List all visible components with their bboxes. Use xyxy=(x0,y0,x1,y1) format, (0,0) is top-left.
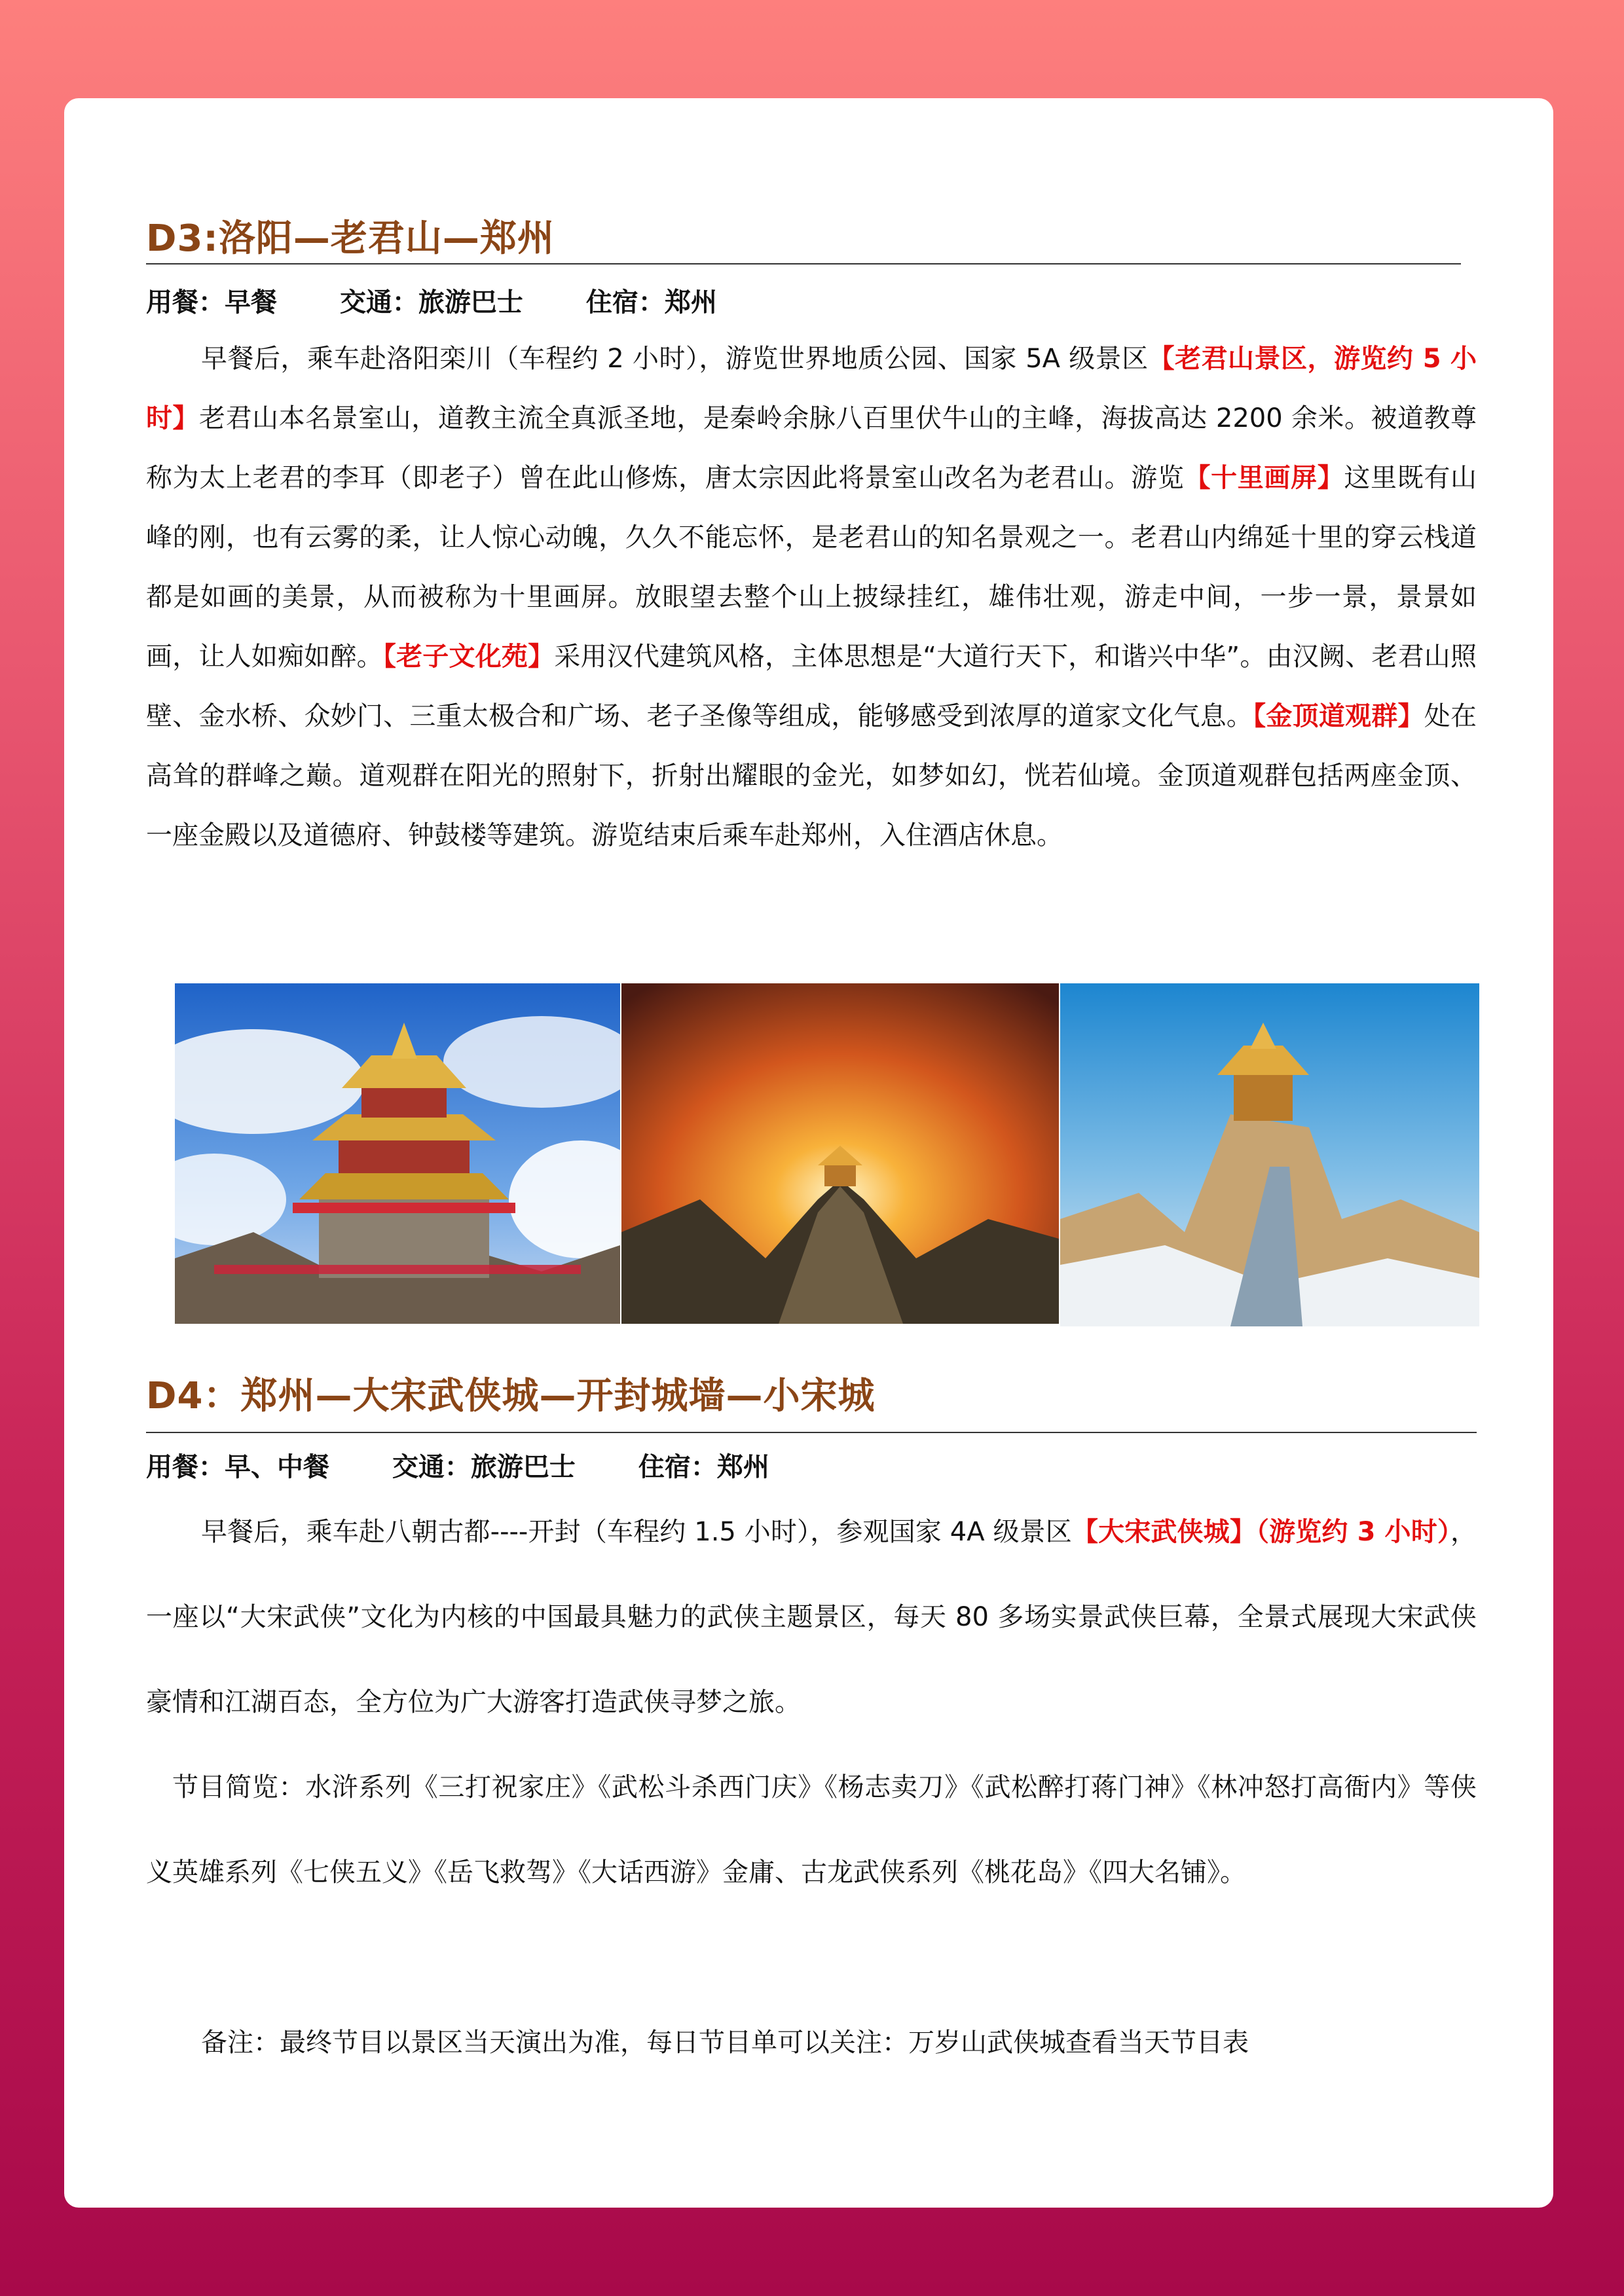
d4-lodging: 住宿：郑州 xyxy=(638,1452,769,1482)
d3-title: D3:洛阳—老君山—郑州 xyxy=(146,217,555,260)
d3-lodging: 住宿：郑州 xyxy=(585,287,717,318)
d3-text-1: 早餐后，乘车赴洛阳栾川（车程约 2 小时），游览世界地质公园、国家 5A 级景区 xyxy=(201,344,1149,374)
d4-note: 备注：最终节目以景区当天演出为准，每日节目单可以关注：万岁山武侠城查看当天节目表 xyxy=(201,2028,1249,2058)
d4-text-2: ，一座以“大宋武侠”文化为内核的中国最具魅力的武侠主题景区，每天 80 多场实景武侠巨幕，全景式展现大宋武侠豪情和江湖百态，全方位为广大游客打造武侠寻梦之旅。 xyxy=(146,1517,1477,1717)
d4-transport: 交通：旅游巴士 xyxy=(392,1452,576,1482)
page-card xyxy=(64,98,1553,2208)
d3-text-3: 这里既有山峰的刚，也有云雾的柔，让人惊心动魄，久久不能忘怀，是老君山的知名景观之一。老君山内绵延十里的穿云栈道都是如画的美景，从而被称为十里画屏。放眼望去整个山上披绿挂红，雄伟壮观，游走中间，一步一景，景景如画，让人如痴如醉。 xyxy=(146,463,1477,672)
photo-sunset-peak xyxy=(621,983,1059,1324)
d3-text-2: 老君山本名景室山，道教主流全真派圣地，是秦岭余脉八百里伏牛山的主峰，海拔高达 2200 余米。被道教尊称为太上老君的李耳（即老子）曾在此山修炼，唐太宗因此将景室山改名为老君山。游览 xyxy=(146,403,1477,493)
d3-text-4: 采用汉代建筑风格，主体思想是“大道行天下，和谐兴中华”。由汉阙、老君山照壁、金水桥、众妙门、三重太极合和广场、老子圣像等组成，能够感受到浓厚的道家文化气息。 xyxy=(146,642,1477,731)
d3-meals: 用餐：早餐 xyxy=(146,287,277,318)
d4-text-1: 早餐后，乘车赴八朝古都----开封（车程约 1.5 小时），参观国家 4A 级景区 xyxy=(201,1517,1072,1547)
d3-highlight-laojunshan: 【老君山景区，游览约 5 小时】 xyxy=(146,344,1477,433)
d3-meta xyxy=(146,282,717,319)
d4-highlight-dasong: 【大宋武侠城】（游览约 3 小时） xyxy=(1071,1517,1450,1547)
d3-transport: 交通：旅游巴士 xyxy=(339,287,523,318)
d4-divider xyxy=(146,1432,1477,1433)
photo-golden-summit-snow xyxy=(1060,983,1479,1326)
photo-temple-clouds xyxy=(175,983,620,1324)
d4-description xyxy=(146,1489,1477,1745)
d3-highlight-laozi: 【老子文化苑】 xyxy=(382,642,555,672)
d3-highlight-shilihuaping: 【十里画屏】 xyxy=(1184,463,1344,493)
d4-meta xyxy=(146,1446,769,1484)
d3-description xyxy=(146,329,1477,866)
d4-title: D4：郑州—大宋武侠城—开封城墙—小宋城 xyxy=(146,1375,876,1417)
d4-meals: 用餐：早、中餐 xyxy=(146,1452,329,1482)
d4-program: 节目简览：水浒系列《三打祝家庄》《武松斗杀西门庆》《杨志卖刀》《武松醉打蒋门神》《林冲怒打高衙内》等侠义英雄系列《七侠五义》《岳飞救驾》《大话西游》金庸、古龙武侠系列《桃花岛》《四大名铺》。 xyxy=(146,1772,1477,1887)
d3-highlight-jinding: 【金顶道观群】 xyxy=(1253,701,1424,731)
d3-text-5: 处在高耸的群峰之巅。道观群在阳光的照射下，折射出耀眼的金光，如梦如幻，恍若仙境。金顶道观群包括两座金顶、一座金殿以及道德府、钟鼓楼等建筑。游览结束后乘车赴郑州，入住酒店休息。 xyxy=(146,701,1477,850)
d3-divider xyxy=(146,263,1461,264)
